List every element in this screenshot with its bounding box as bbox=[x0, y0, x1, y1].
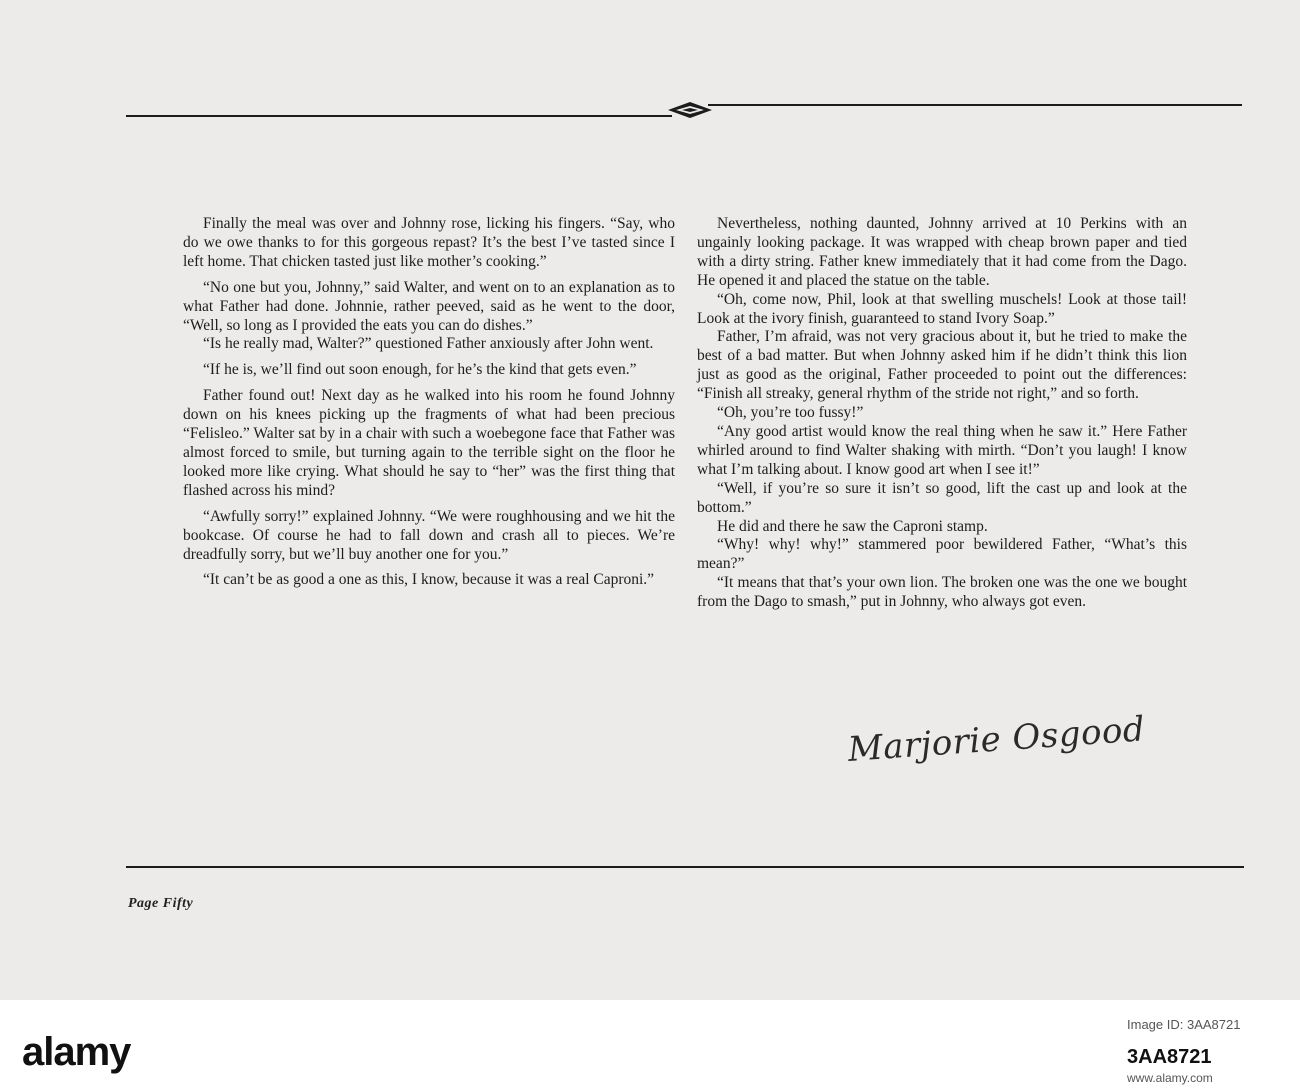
watermark-image-id-label: Image ID: 3AA8721 bbox=[1127, 1017, 1241, 1032]
bottom-rule bbox=[126, 866, 1244, 868]
paragraph: “Oh, you’re too fussy!” bbox=[717, 404, 864, 422]
paragraph: He did and there he saw the Caproni stamp. bbox=[717, 517, 988, 535]
paragraph: Father found out! Next day as he walked into his room he found Johnny down on his knees picking up the fragments of what had been precious “Felisleo.” Walter sat by in a chair with such a woebegone face that Father was almost forced to smile, but turning again to the terrible sight on the floor he looked more like crying. What should he say to “her” was the first thing that flashed across his mind? bbox=[183, 387, 675, 499]
right-column bbox=[697, 215, 1187, 612]
paragraph: Finally the meal was over and Johnny rose, licking his fingers. “Say, who do we owe thanks to for this gorgeous repast? It’s the best I’ve tasted since I left home. That chicken tasted just like mother’s cooking.” bbox=[183, 215, 675, 270]
paragraph: “Why! why! why!” stammered poor bewildered Father, “What’s this mean?” bbox=[697, 536, 1187, 573]
paragraph: “Awfully sorry!” explained Johnny. “We were roughhousing and we hit the bookcase. Of course he had to fall down and crash all to pieces. We’re dreadfully sorry, but we’ll buy another one for you.” bbox=[183, 507, 675, 563]
watermark-image-id: 3AA8721 bbox=[1127, 1046, 1212, 1068]
paragraph: “No one but you, Johnny,” said Walter, and went on to an explanation as to what Father had done. Johnnie, rather peeved, said as he went to the door, “Well, so long as I provided the eats you can do dishes.” bbox=[183, 278, 675, 334]
top-rule-right bbox=[708, 104, 1242, 106]
watermark-url: www.alamy.com bbox=[1127, 1071, 1213, 1085]
paragraph: “It means that that’s your own lion. The broken one was the one we bought from the Dago to smash,” put in Johnny, who always got even. bbox=[697, 574, 1187, 611]
author-signature: Marjorie Osgood bbox=[846, 709, 1147, 770]
page-number: Page Fifty bbox=[128, 896, 194, 911]
paragraph: “If he is, we’ll find out soon enough, for he’s the kind that gets even.” bbox=[203, 361, 637, 379]
paragraph: “Well, if you’re so sure it isn’t so good, lift the cast up and look at the bottom.” bbox=[697, 479, 1187, 516]
watermark-bar bbox=[0, 1000, 1300, 1091]
left-column bbox=[183, 215, 675, 590]
ornament-diamond-icon bbox=[668, 100, 712, 120]
paragraph: “Oh, come now, Phil, look at that swelling muschels! Look at those tail! Look at the ivory finish, guaranteed to stand Ivory Soap.” bbox=[697, 290, 1187, 327]
paragraph: “It can’t be as good a one as this, I know, because it was a real Caproni.” bbox=[203, 571, 655, 589]
paragraph: Father, I’m afraid, was not very gracious about it, but he tried to make the best of a bad matter. But when Johnny asked him if he didn’t think this lion just as good as the original, Father proceeded to point out the differences: “Finish all streaky, general rhythm of the stride not right,” and so forth. bbox=[697, 328, 1187, 403]
paragraph: “Is he really mad, Walter?” questioned Father anxiously after John went. bbox=[203, 335, 654, 353]
paragraph: Nevertheless, nothing daunted, Johnny arrived at 10 Perkins with an ungainly looking package. It was wrapped with cheap brown paper and tied with a dirty string. Father knew immediately that it had come from the Dago. He opened it and placed the statue on the table. bbox=[697, 215, 1187, 289]
watermark-logo: alamy bbox=[22, 1030, 131, 1074]
paragraph: “Any good artist would know the real thing when he saw it.” Here Father whirled around to find Walter shaking with mirth. “Don’t you laugh! I know what I’m talking about. I know good art when I see it!” bbox=[697, 422, 1187, 478]
top-rule-left bbox=[126, 115, 672, 117]
